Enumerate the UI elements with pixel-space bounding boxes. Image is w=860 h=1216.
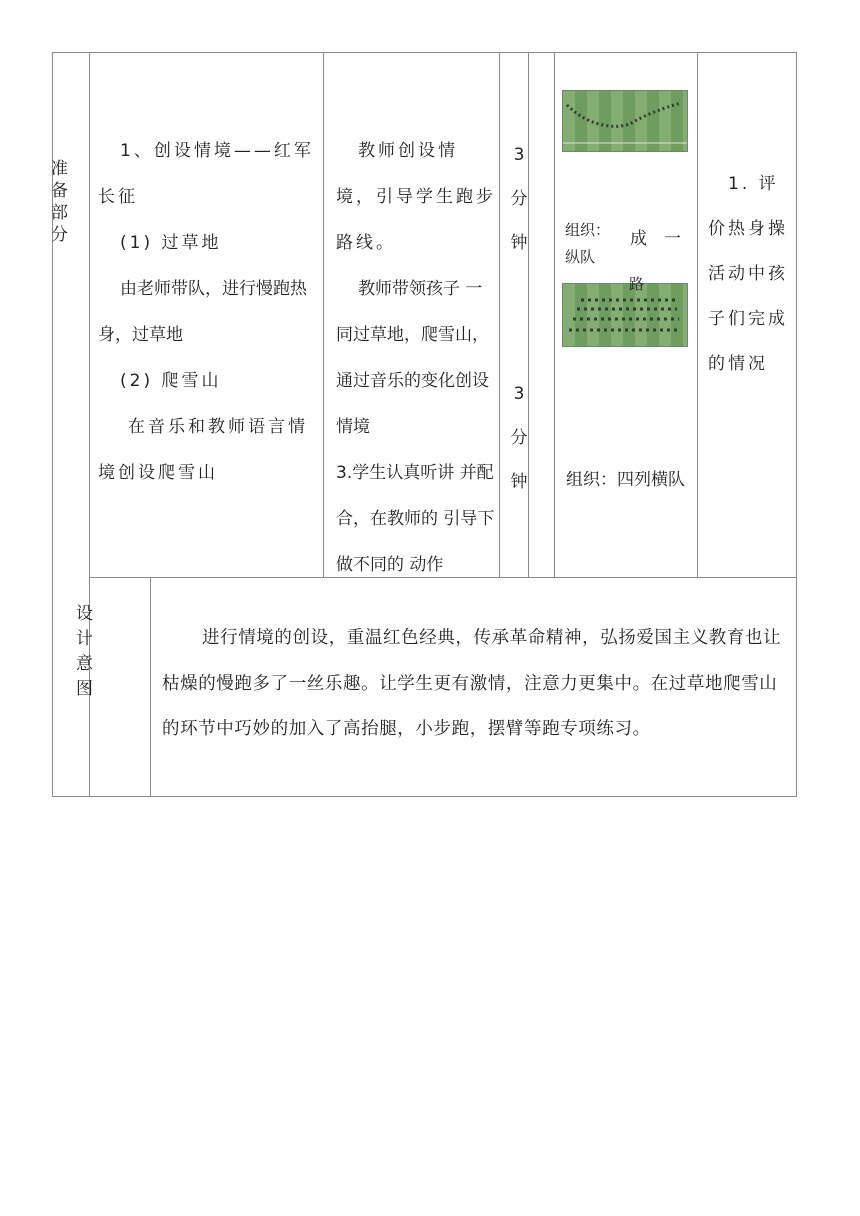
evaluation-cell [708,162,788,387]
design-intent-text: 进行情境的创设，重温红色经典，传承革命精神，弘扬爱国主义教育也让枯燥的慢跑多了一丝乐趣。让学生更有激情，注意力更集中。在过草地爬雪山的环节中巧妙的加入了高抬腿，小步跑，摆臂等跑专项练习。 [162,628,782,739]
student-activity: 3.学生认真听讲 并配合，在教师的 引导下做不同的 动作 [336,463,495,575]
item1-heading: (1) 过草地 [120,233,222,253]
col-divider [554,52,555,578]
col-divider [499,52,500,578]
organization-label-1-overflow [629,273,644,283]
organization-label-1: 组织： [565,221,611,239]
item2-heading: (2) 爬雪山 [120,371,222,391]
evaluation-text: 1. 评价热身操活动中孩子们完成的情况 [708,174,788,374]
table-bottom-border [52,796,797,797]
table-top-border [52,52,797,53]
teacher-activity-cell [336,128,496,588]
content-cell [98,128,320,496]
organization-label-1-formation: 成 一 [630,229,681,249]
item1-text: 由老师带队，进行慢跑热身，过草地 [98,279,307,345]
section-label: 准 备 部 分 [51,159,68,245]
col-divider [697,52,698,578]
teacher-activity-1: 教师创设情境，引导学生跑步路线。 [336,141,496,253]
table-right-border [796,52,797,797]
time-block-2: 3 分 钟 [510,384,528,492]
design-label-divider [150,577,151,797]
organization-label-2: 组织：四列横队 [566,470,685,490]
design-intent-label: 设 计 意 图 [76,604,93,699]
col-divider [323,52,324,578]
time-block-1: 3 分 钟 [510,145,528,253]
field-photo-rows [562,283,688,347]
field-photo-column [562,90,688,152]
teacher-activity-2: 教师带领孩子 一同过草地，爬雪山，通过音乐的变化创设情境 [336,279,489,437]
organization-label-1-unit: 纵队 [565,248,596,266]
content-title: 1、创设情境——红军长征 [98,141,314,207]
item2-text: 在音乐和教师语言情 境创设爬雪山 [98,417,308,483]
